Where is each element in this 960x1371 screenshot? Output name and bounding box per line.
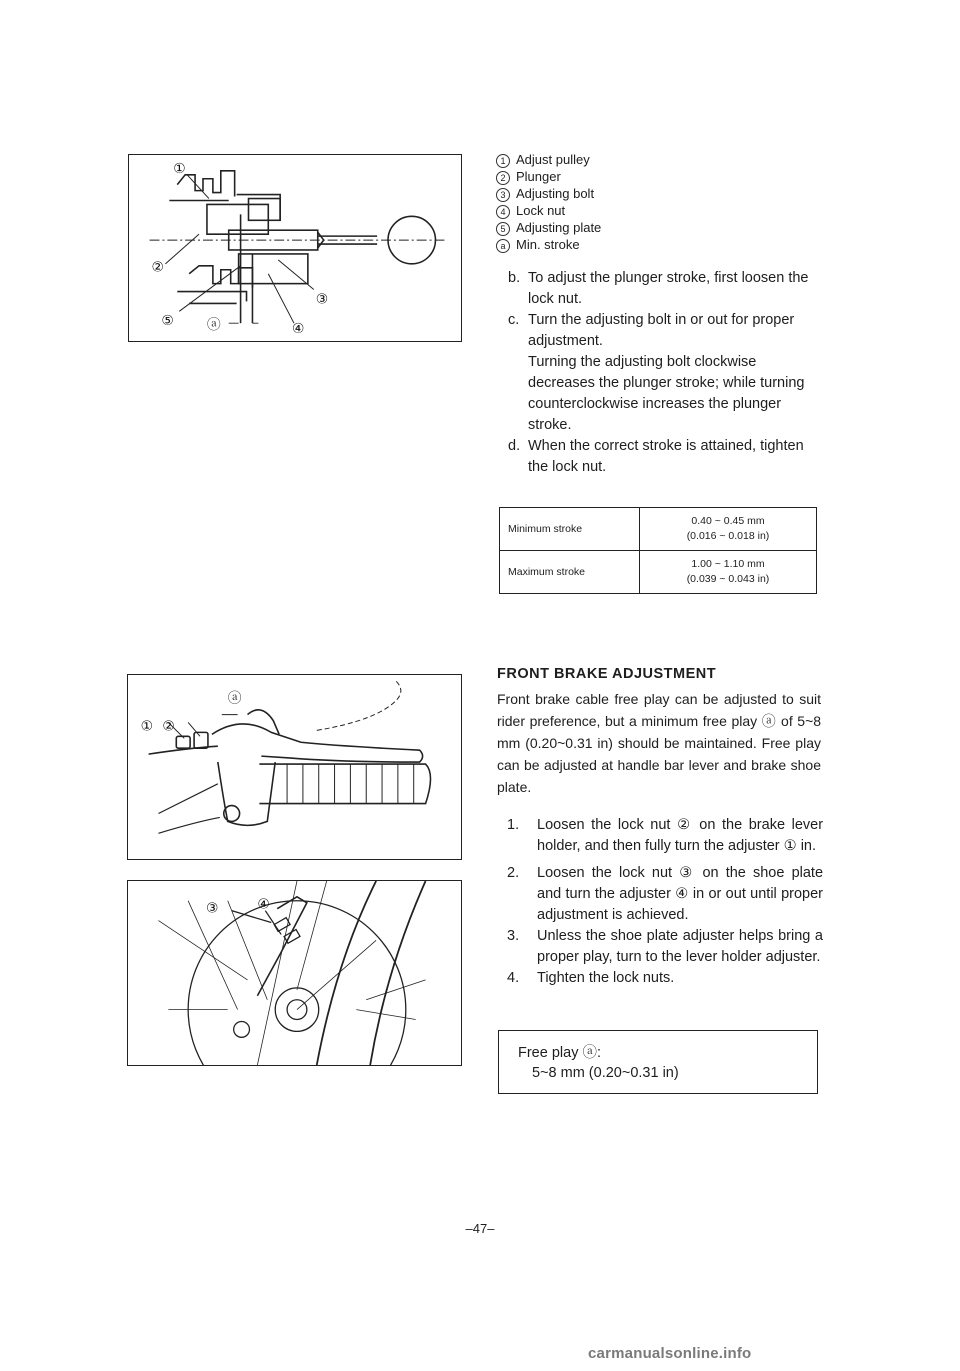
callout-a: ⓐ bbox=[227, 690, 242, 707]
callout-2: ② bbox=[151, 259, 164, 276]
plunger-diagram bbox=[129, 155, 461, 341]
legend-number: 5 bbox=[496, 222, 510, 236]
legend-number: a bbox=[496, 239, 510, 253]
callout-1: ① bbox=[140, 718, 154, 735]
legend-text: Adjusting plate bbox=[516, 220, 602, 235]
figure-brake-lever bbox=[127, 674, 462, 860]
legend-number: 2 bbox=[496, 171, 510, 185]
legend-number: 1 bbox=[496, 154, 510, 168]
figure-plunger-mechanism bbox=[128, 154, 462, 342]
spec-name: Minimum stroke bbox=[500, 508, 640, 551]
callout-a: ⓐ bbox=[206, 317, 221, 334]
callout-1: ① bbox=[173, 160, 186, 177]
free-play-value: 5~8 mm (0.20~0.31 in) bbox=[532, 1065, 679, 1081]
watermark: carmanualsonline.info bbox=[588, 1345, 752, 1362]
brake-lever-diagram bbox=[128, 675, 461, 859]
figure-brake-shoe-plate bbox=[127, 880, 462, 1066]
shoe-plate-diagram bbox=[128, 881, 461, 1065]
table-row bbox=[500, 551, 817, 594]
legend-number: 4 bbox=[496, 205, 510, 219]
legend-text: Adjust pulley bbox=[516, 152, 590, 167]
spec-value: 0.40 ~ 0.45 mm (0.016 ~ 0.018 in) bbox=[640, 508, 817, 551]
legend-text: Lock nut bbox=[516, 203, 566, 218]
stroke-spec-table bbox=[499, 507, 817, 594]
section-heading: FRONT BRAKE ADJUSTMENT bbox=[497, 666, 717, 682]
step-1: 1. Loosen the lock nut ② on the brake lever holder, and then fully turn the adjuster ① in. bbox=[507, 817, 824, 854]
legend-item bbox=[496, 151, 601, 168]
legend-item bbox=[496, 202, 601, 219]
table-row bbox=[500, 508, 817, 551]
step-c-extra: Turning the adjusting bolt clockwise decreases the plunger stroke; while turning counterclockwise increases the plunger stroke. bbox=[528, 354, 805, 433]
legend-item bbox=[496, 236, 601, 253]
spec-name: Maximum stroke bbox=[500, 551, 640, 594]
marker-a: ⓐ bbox=[761, 713, 777, 729]
step-3: 3. Unless the shoe plate adjuster helps bring a proper play, turn to the lever holder adjuster. bbox=[507, 928, 823, 965]
callout-3: ③ bbox=[315, 291, 329, 308]
legend-text: Adjusting bolt bbox=[516, 186, 595, 201]
step-4: 4. Tighten the lock nuts. bbox=[507, 970, 675, 986]
step-c: c. Turn the adjusting bolt in or out for proper adjustment. Turning the adjusting bolt clockwise decreases the plunger stroke; while turning counterclockwise increases the plunger stroke. bbox=[508, 312, 805, 433]
spec-value: 1.00 ~ 1.10 mm (0.039 ~ 0.043 in) bbox=[640, 551, 817, 594]
step-d: d. When the correct stroke is attained, tighten the lock nut. bbox=[508, 438, 804, 475]
legend-item bbox=[496, 168, 601, 185]
step-b: b. To adjust the plunger stroke, first loosen the lock nut. bbox=[508, 270, 809, 307]
free-play-spec-box bbox=[498, 1030, 818, 1094]
callout-3: ③ bbox=[205, 900, 219, 917]
callout-4: ④ bbox=[292, 321, 305, 338]
legend-number: 3 bbox=[496, 188, 510, 202]
front-brake-steps bbox=[507, 815, 823, 989]
plunger-steps bbox=[508, 268, 820, 478]
section-intro-paragraph: Front brake cable free play can be adjusted to suit rider preference, but a minimum free play ⓐ of 5~8 mm (0.20~0.31 in) should be maintained. Free play can be adjusted at handle bar lever and brake shoe plate. bbox=[497, 691, 822, 795]
legend-text: Plunger bbox=[516, 169, 561, 184]
legend-item bbox=[496, 219, 601, 236]
callout-4: ④ bbox=[257, 896, 270, 913]
callout-5: ⑤ bbox=[161, 313, 174, 330]
legend-item bbox=[496, 185, 601, 202]
step-2: 2. Loosen the lock nut ③ on the shoe plate and turn the adjuster ④ in or out until proper adjustment is achieved. bbox=[507, 865, 824, 923]
part-legend bbox=[496, 151, 601, 253]
callout-2: ② bbox=[162, 718, 175, 735]
legend-text: Min. stroke bbox=[516, 237, 580, 252]
free-play-label: Free play ⓐ: bbox=[518, 1045, 601, 1061]
page-number: –47– bbox=[465, 1221, 495, 1236]
